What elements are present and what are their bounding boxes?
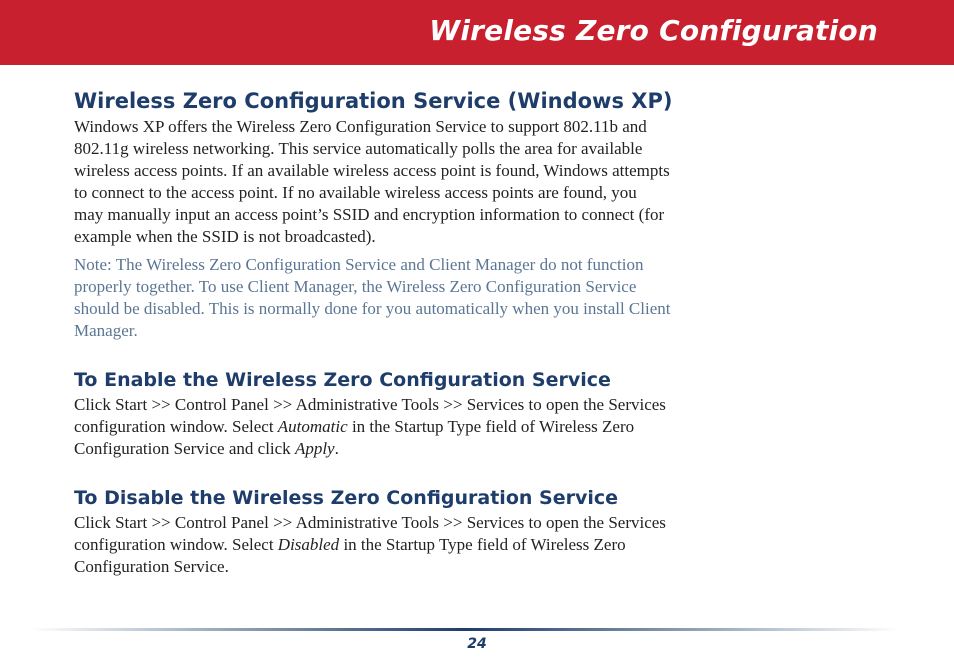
section-enable-wzc <box>74 366 874 460</box>
section-body-disable-wzc <box>74 512 874 578</box>
body-line: Windows XP offers the Wireless Zero Configuration Service to support 802.11b and <box>74 117 647 136</box>
header-banner <box>0 0 954 65</box>
body-line: may manually input an access point’s SSID and encryption information to connect (for <box>74 205 665 224</box>
note-paragraph <box>74 254 874 342</box>
section-disable-wzc <box>74 484 874 578</box>
section-body-wzc-service <box>74 116 874 248</box>
page-number: 24 <box>467 636 487 652</box>
note-line: Note: The Wireless Zero Configuration Service and Client Manager do not function <box>74 255 644 274</box>
body-line: Click Start >> Control Panel >> Administrative Tools >> Services to open the Services <box>74 513 666 532</box>
emphasis-disabled: Disabled <box>277 535 340 554</box>
body-line: 802.11g wireless networking. This service automatically polls the area for available <box>74 139 643 158</box>
body-line: Configuration Service. <box>74 557 229 576</box>
note-line: Manager. <box>74 321 138 340</box>
body-text: in the Startup Type field of Wireless Zero <box>339 535 626 554</box>
body-line <box>74 438 874 460</box>
emphasis-automatic: Automatic <box>277 417 348 436</box>
page-content <box>74 86 874 578</box>
body-line: example when the SSID is not broadcasted). <box>74 227 376 246</box>
note-line: should be disabled. This is normally done for you automatically when you install Client <box>74 299 671 318</box>
footer-divider <box>30 628 900 631</box>
body-text: in the Startup Type field of Wireless Zero <box>347 417 635 436</box>
body-text: configuration window. Select <box>74 535 278 554</box>
section-body-enable-wzc <box>74 394 874 460</box>
section-heading-disable-wzc: To Disable the Wireless Zero Configuration Service <box>74 487 619 509</box>
body-line <box>74 416 874 438</box>
body-line: wireless access points. If an available wireless access point is found, Windows attempts <box>74 161 670 180</box>
section-wzc-service <box>74 86 874 342</box>
body-line: Click Start >> Control Panel >> Administrative Tools >> Services to open the Services <box>74 395 666 414</box>
emphasis-apply: Apply <box>294 439 335 458</box>
body-line <box>74 534 874 556</box>
page-header-title: Wireless Zero Configuration <box>429 14 878 47</box>
body-text: configuration window. Select <box>74 417 278 436</box>
section-heading-wzc-service: Wireless Zero Configuration Service (Windows XP) <box>74 89 673 113</box>
body-text: Configuration Service and click <box>74 439 295 458</box>
note-line: properly together. To use Client Manager, the Wireless Zero Configuration Service <box>74 277 637 296</box>
body-text: . <box>334 439 339 458</box>
body-line: to connect to the access point. If no available wireless access points are found, you <box>74 183 637 202</box>
section-heading-enable-wzc: To Enable the Wireless Zero Configuration Service <box>74 369 611 391</box>
